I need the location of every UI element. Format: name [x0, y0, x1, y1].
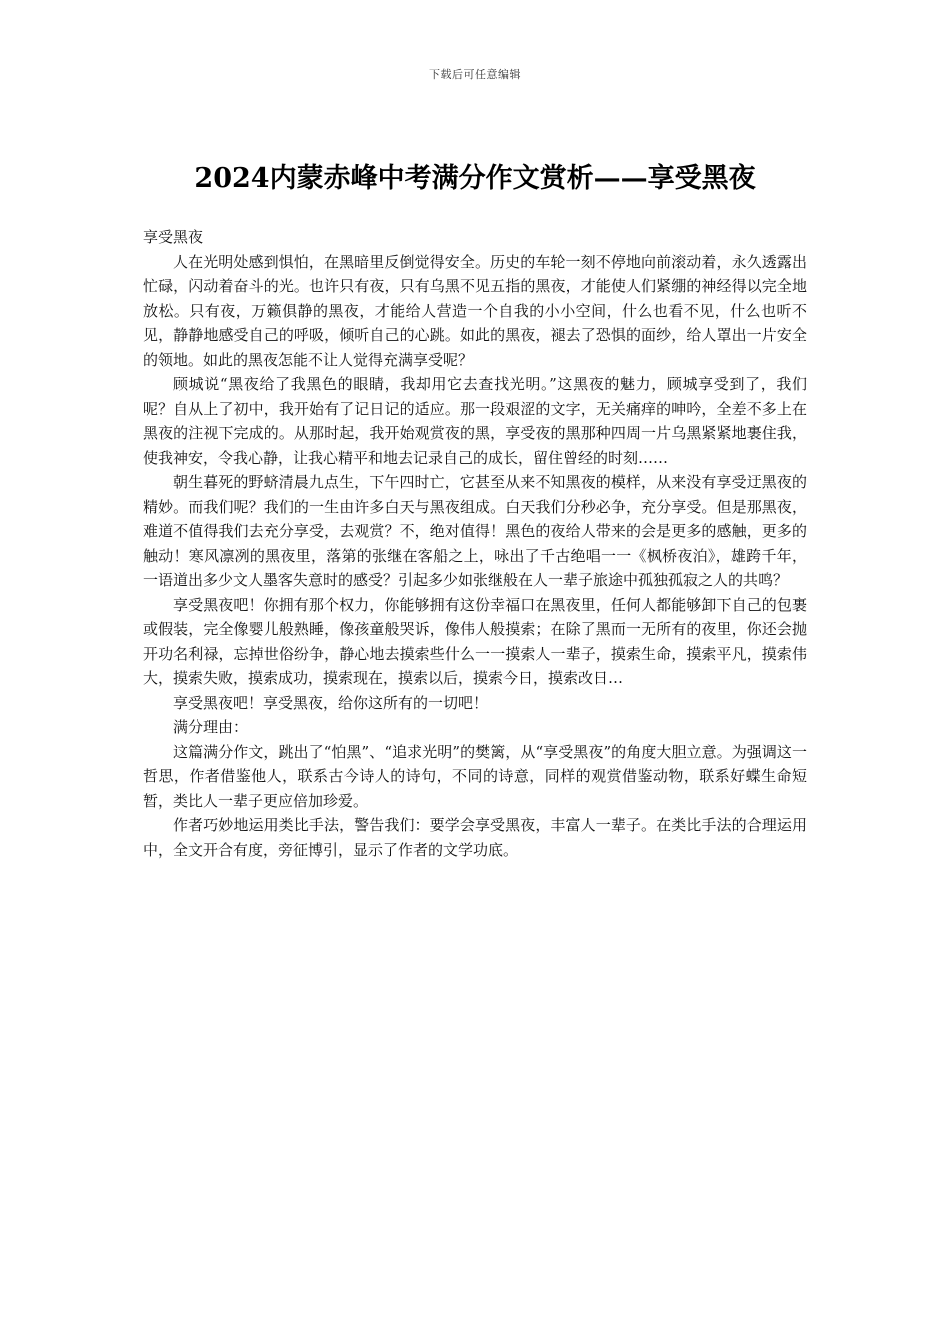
paragraph: 享受黑夜吧！你拥有那个权力，你能够拥有这份幸福口在黑夜里，任何人都能够卸下自己的包裹或假装，完全像婴儿般熟睡，像孩童般哭诉，像伟人般摸索；在除了黑而一无所有的夜里，你还会抛开功名利禄，忘掉世俗纷争，静心地去摸索些什么一一摸索人一辈子，摸索生命，摸索平凡，摸索伟大，摸索失败，摸索成功，摸索现在，摸索以后，摸索今日，摸索改日… [143, 595, 807, 687]
document-body [143, 225, 807, 862]
page-header: 下载后可任意编辑 [429, 68, 521, 81]
paragraph: 这篇满分作文，跳出了“怕黑”、“追求光明”的樊篱，从“享受黑夜”的角度大胆立意。为强调这一哲思，作者借鉴他人，联系古今诗人的诗句，不同的诗意，同样的观赏借鉴动物，联系好蝶生命短暂，类比人一辈子更应倍加珍爱。 [143, 742, 807, 810]
essay-subtitle: 享受黑夜 [143, 228, 204, 246]
document-title: 2024内蒙赤峰中考满分作文赏析——享受黑夜 [194, 163, 756, 194]
paragraph: 作者巧妙地运用类比手法，警告我们：要学会享受黑夜，丰富人一辈子。在类比手法的合理运用中，全文开合有度，旁征博引，显示了作者的文学功底。 [143, 816, 807, 859]
paragraph: 朝生暮死的野蛴清晨九点生，下午四时亡，它甚至从来不知黑夜的模样，从来没有享受迂黑夜的精妙。而我们呢？我们的一生由许多白天与黑夜组成。白天我们分秒必争，充分享受。但是那黑夜，难道不值得我们去充分享受，去观赏？不，绝对值得！黑色的夜给人带来的会是更多的感触，更多的触动！寒风凛冽的黑夜里，落第的张继在客船之上，咏出了千古绝唱一一《枫桥夜泊》，雄跨千年，一语道出多少文人墨客失意时的感受？引起多少如张继般在人一辈子旅途中孤独孤寂之人的共鸣？ [143, 473, 807, 589]
paragraph: 享受黑夜吧！享受黑夜，给你这所有的一切吧！ [173, 693, 489, 712]
paragraph: 人在光明处感到惧怕，在黑暗里反倒觉得安全。历史的车轮一刻不停地向前滚动着，永久透露出忙碌，闪动着奋斗的光。也许只有夜，只有乌黑不见五指的黑夜，才能使人们紧绷的神经得以完全地放松。只有夜，万籁俱静的黑夜，才能给人营造一个自我的小小空间，什么也看不见，什么也听不见，静静地感受自己的呼吸，倾听自己的心跳。如此的黑夜，褪去了恐惧的面纱，给人罩出一片安全的领地。如此的黑夜怎能不让人觉得充满享受呢？ [143, 252, 807, 369]
review-heading: 满分理由： [173, 718, 249, 736]
paragraph: 顾城说“黑夜给了我黑色的眼睛，我却用它去查找光明。”这黑夜的魅力，顾城享受到了，我们呢？自从上了初中，我开始有了记日记的适应。那一段艰涩的文字，无关痛痒的呻吟，全差不多上在黑夜的注视下完成的。从那时起，我开始观赏夜的黑，享受夜的黑那种四周一片乌黑紧紧地裹住我，使我神安，令我心静，让我心精平和地去记录自己的成长，留住曾经的时刻…… [143, 375, 807, 467]
